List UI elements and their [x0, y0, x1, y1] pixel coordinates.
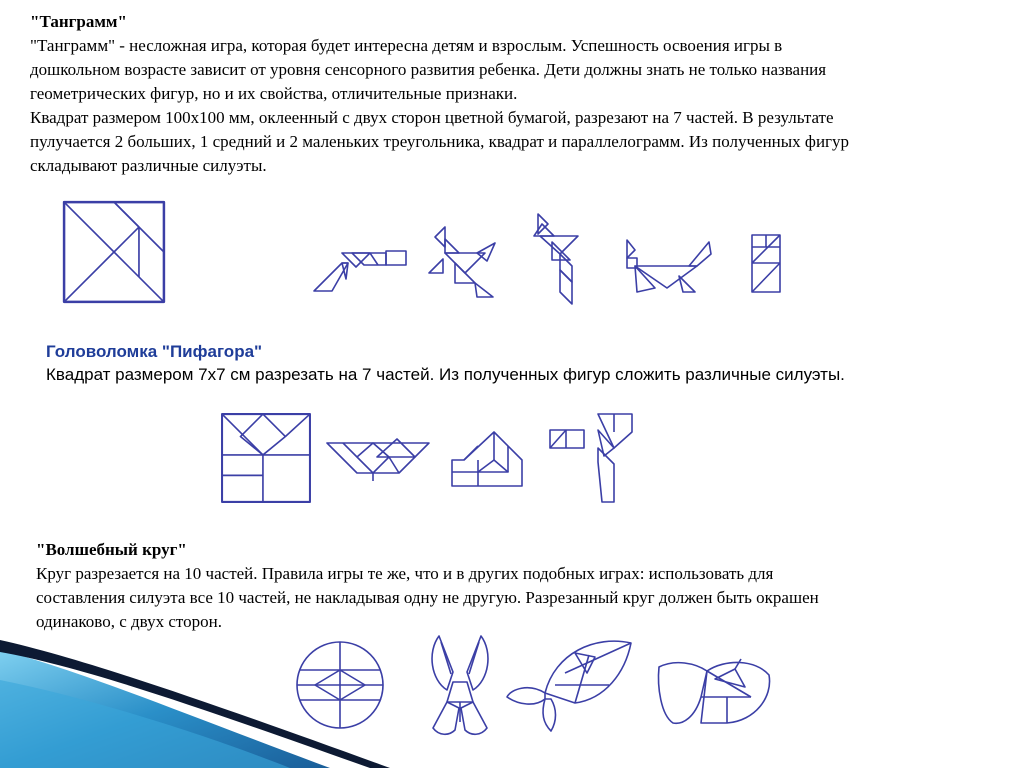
tangram-silhouette-4: [625, 236, 717, 296]
magic-circle-silhouette-2: [505, 633, 635, 733]
magic-circle-figure: [295, 640, 385, 730]
tangram-text-line: складывают различные силуэты.: [30, 156, 267, 175]
tangram-section: [30, 10, 995, 178]
tangram-text-line: дошкольном возрасте зависит от уровня сенсорного развития ребенка. Дети должны знать не только названия: [30, 60, 827, 79]
tangram-silhouette-5: [750, 233, 782, 295]
magic-circle-text-line: Круг разрезается на 10 частей. Правила игры те же, что и в других подобных играх: использовать для: [36, 564, 774, 583]
pythagoras-silhouette-1: [325, 437, 433, 483]
magic-circle-silhouette-1: [425, 632, 495, 738]
pythagoras-silhouette-3: [548, 412, 636, 506]
pythagoras-text-line: Квадрат размером 7х7 см разрезать на 7 частей. Из полученных фигур сложить различные силуэты.: [46, 365, 845, 384]
tangram-text-line: "Танграмм" - несложная игра, которая будет интересна детям и взрослым. Успешность освоения игры в: [30, 36, 783, 55]
pythagoras-silhouette-2: [450, 430, 524, 488]
pythagoras-square-figure: [220, 412, 312, 504]
magic-circle-text-line: одинаково, с двух сторон.: [36, 612, 222, 631]
tangram-square-figure: [60, 200, 168, 304]
magic-circle-section: [36, 538, 1001, 634]
magic-circle-text-line: составления силуэта все 10 частей, не накладывая одну не другую. Разрезанный круг должен быть окрашен: [36, 588, 819, 607]
magic-circle-title: "Волшебный круг": [36, 540, 187, 559]
tangram-text-line: пулучается 2 больших, 1 средний и 2 маленьких треугольника, квадрат и параллелограмм. Из полученных фигур: [30, 132, 850, 151]
tangram-text-line: Квадрат размером 100х100 мм, оклеенный с двух сторон цветной бумагой, разрезают на 7 частей. В результате: [30, 108, 834, 127]
pythagoras-section: [46, 340, 1011, 386]
tangram-silhouette-3: [530, 212, 582, 307]
tangram-silhouette-2: [425, 225, 497, 300]
tangram-title: "Танграмм": [30, 12, 127, 31]
pythagoras-title: Головоломка "Пифагора": [46, 342, 263, 361]
magic-circle-silhouette-3: [655, 657, 773, 727]
tangram-silhouette-1: [312, 245, 410, 293]
tangram-text-line: геометрических фигур, но и их свойства, отличительные признаки.: [30, 84, 518, 103]
